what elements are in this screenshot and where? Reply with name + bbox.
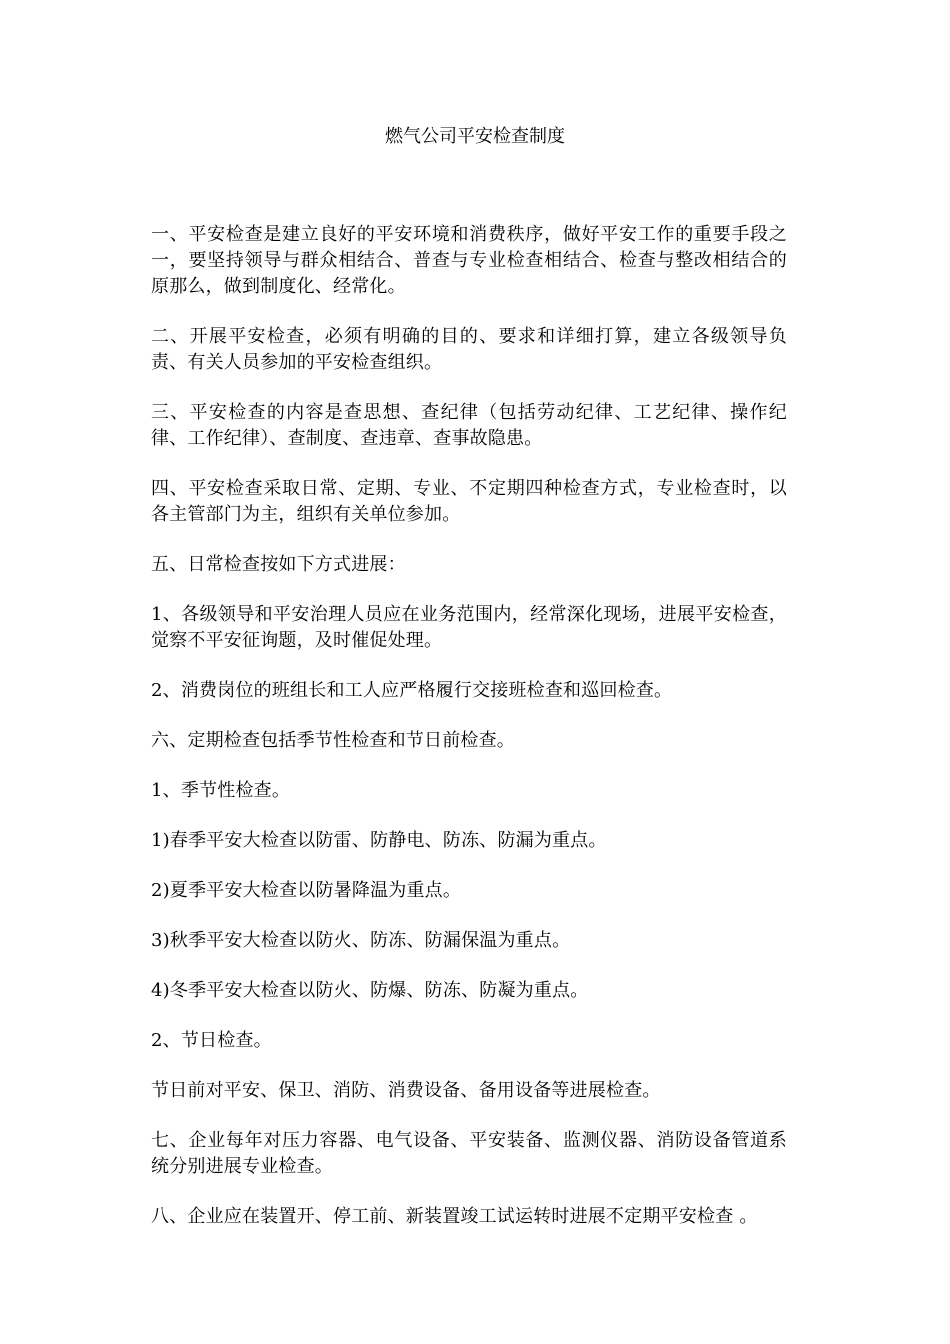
paragraph-autumn-check: 3)秋季平安大检查以防火、防冻、防漏保温为重点。 — [151, 930, 571, 951]
paragraph-section-8: 八、企业应在装置开、停工前、新装置竣工试运转时进展不定期平安检查 。 — [151, 1206, 758, 1227]
paragraph-section-3: 三、平安检查的内容是查思想、查纪律（包括劳动纪律、工艺纪律、操作纪律、工作纪律）、查制度、查违章、查事故隐患。 — [151, 402, 787, 449]
paragraph-winter-check: 4)冬季平安大检查以防火、防爆、防冻、防凝为重点。 — [151, 980, 589, 1001]
paragraph-section-7: 七、企业每年对压力容器、电气设备、平安装备、监测仪器、消防设备管道系统分别进展专业检查。 — [151, 1130, 787, 1177]
paragraph-item-5-1: 1、各级领导和平安治理人员应在业务范围内，经常深化现场，进展平安检查，觉察不平安征询题，及时催促处理。 — [151, 604, 787, 651]
paragraph-section-4: 四、平安检查采取日常、定期、专业、不定期四种检查方式，专业检查时，以各主管部门为主，组织有关单位参加。 — [151, 478, 787, 525]
paragraph-section-5: 五、日常检查按如下方式进展： — [151, 554, 406, 575]
paragraph-item-6-2: 2、节日检查。 — [151, 1030, 272, 1051]
paragraph-section-1: 一、平安检查是建立良好的平安环境和消费秩序，做好平安工作的重要手段之一，要坚持领导与群众相结合、普查与专业检查相结合、检查与整改相结合的原那么，做到制度化、经常化。 — [151, 224, 787, 297]
paragraph-spring-check: 1)春季平安大检查以防雷、防静电、防冻、防漏为重点。 — [151, 830, 607, 851]
paragraph-section-2: 二、开展平安检查，必须有明确的目的、要求和详细打算，建立各级领导负责、有关人员参加的平安检查组织。 — [151, 326, 787, 373]
document-body — [151, 222, 787, 1254]
paragraph-section-6: 六、定期检查包括季节性检查和节日前检查。 — [151, 730, 515, 751]
paragraph-summer-check: 2)夏季平安大检查以防暑降温为重点。 — [151, 880, 462, 901]
paragraph-item-6-1: 1、季节性检查。 — [151, 780, 291, 801]
paragraph-item-5-2: 2、消费岗位的班组长和工人应严格履行交接班检查和巡回检查。 — [151, 680, 673, 701]
paragraph-holiday-check: 节日前对平安、保卫、消防、消费设备、备用设备等进展检查。 — [151, 1080, 661, 1101]
document-title: 燃气公司平安检查制度 — [385, 126, 565, 147]
